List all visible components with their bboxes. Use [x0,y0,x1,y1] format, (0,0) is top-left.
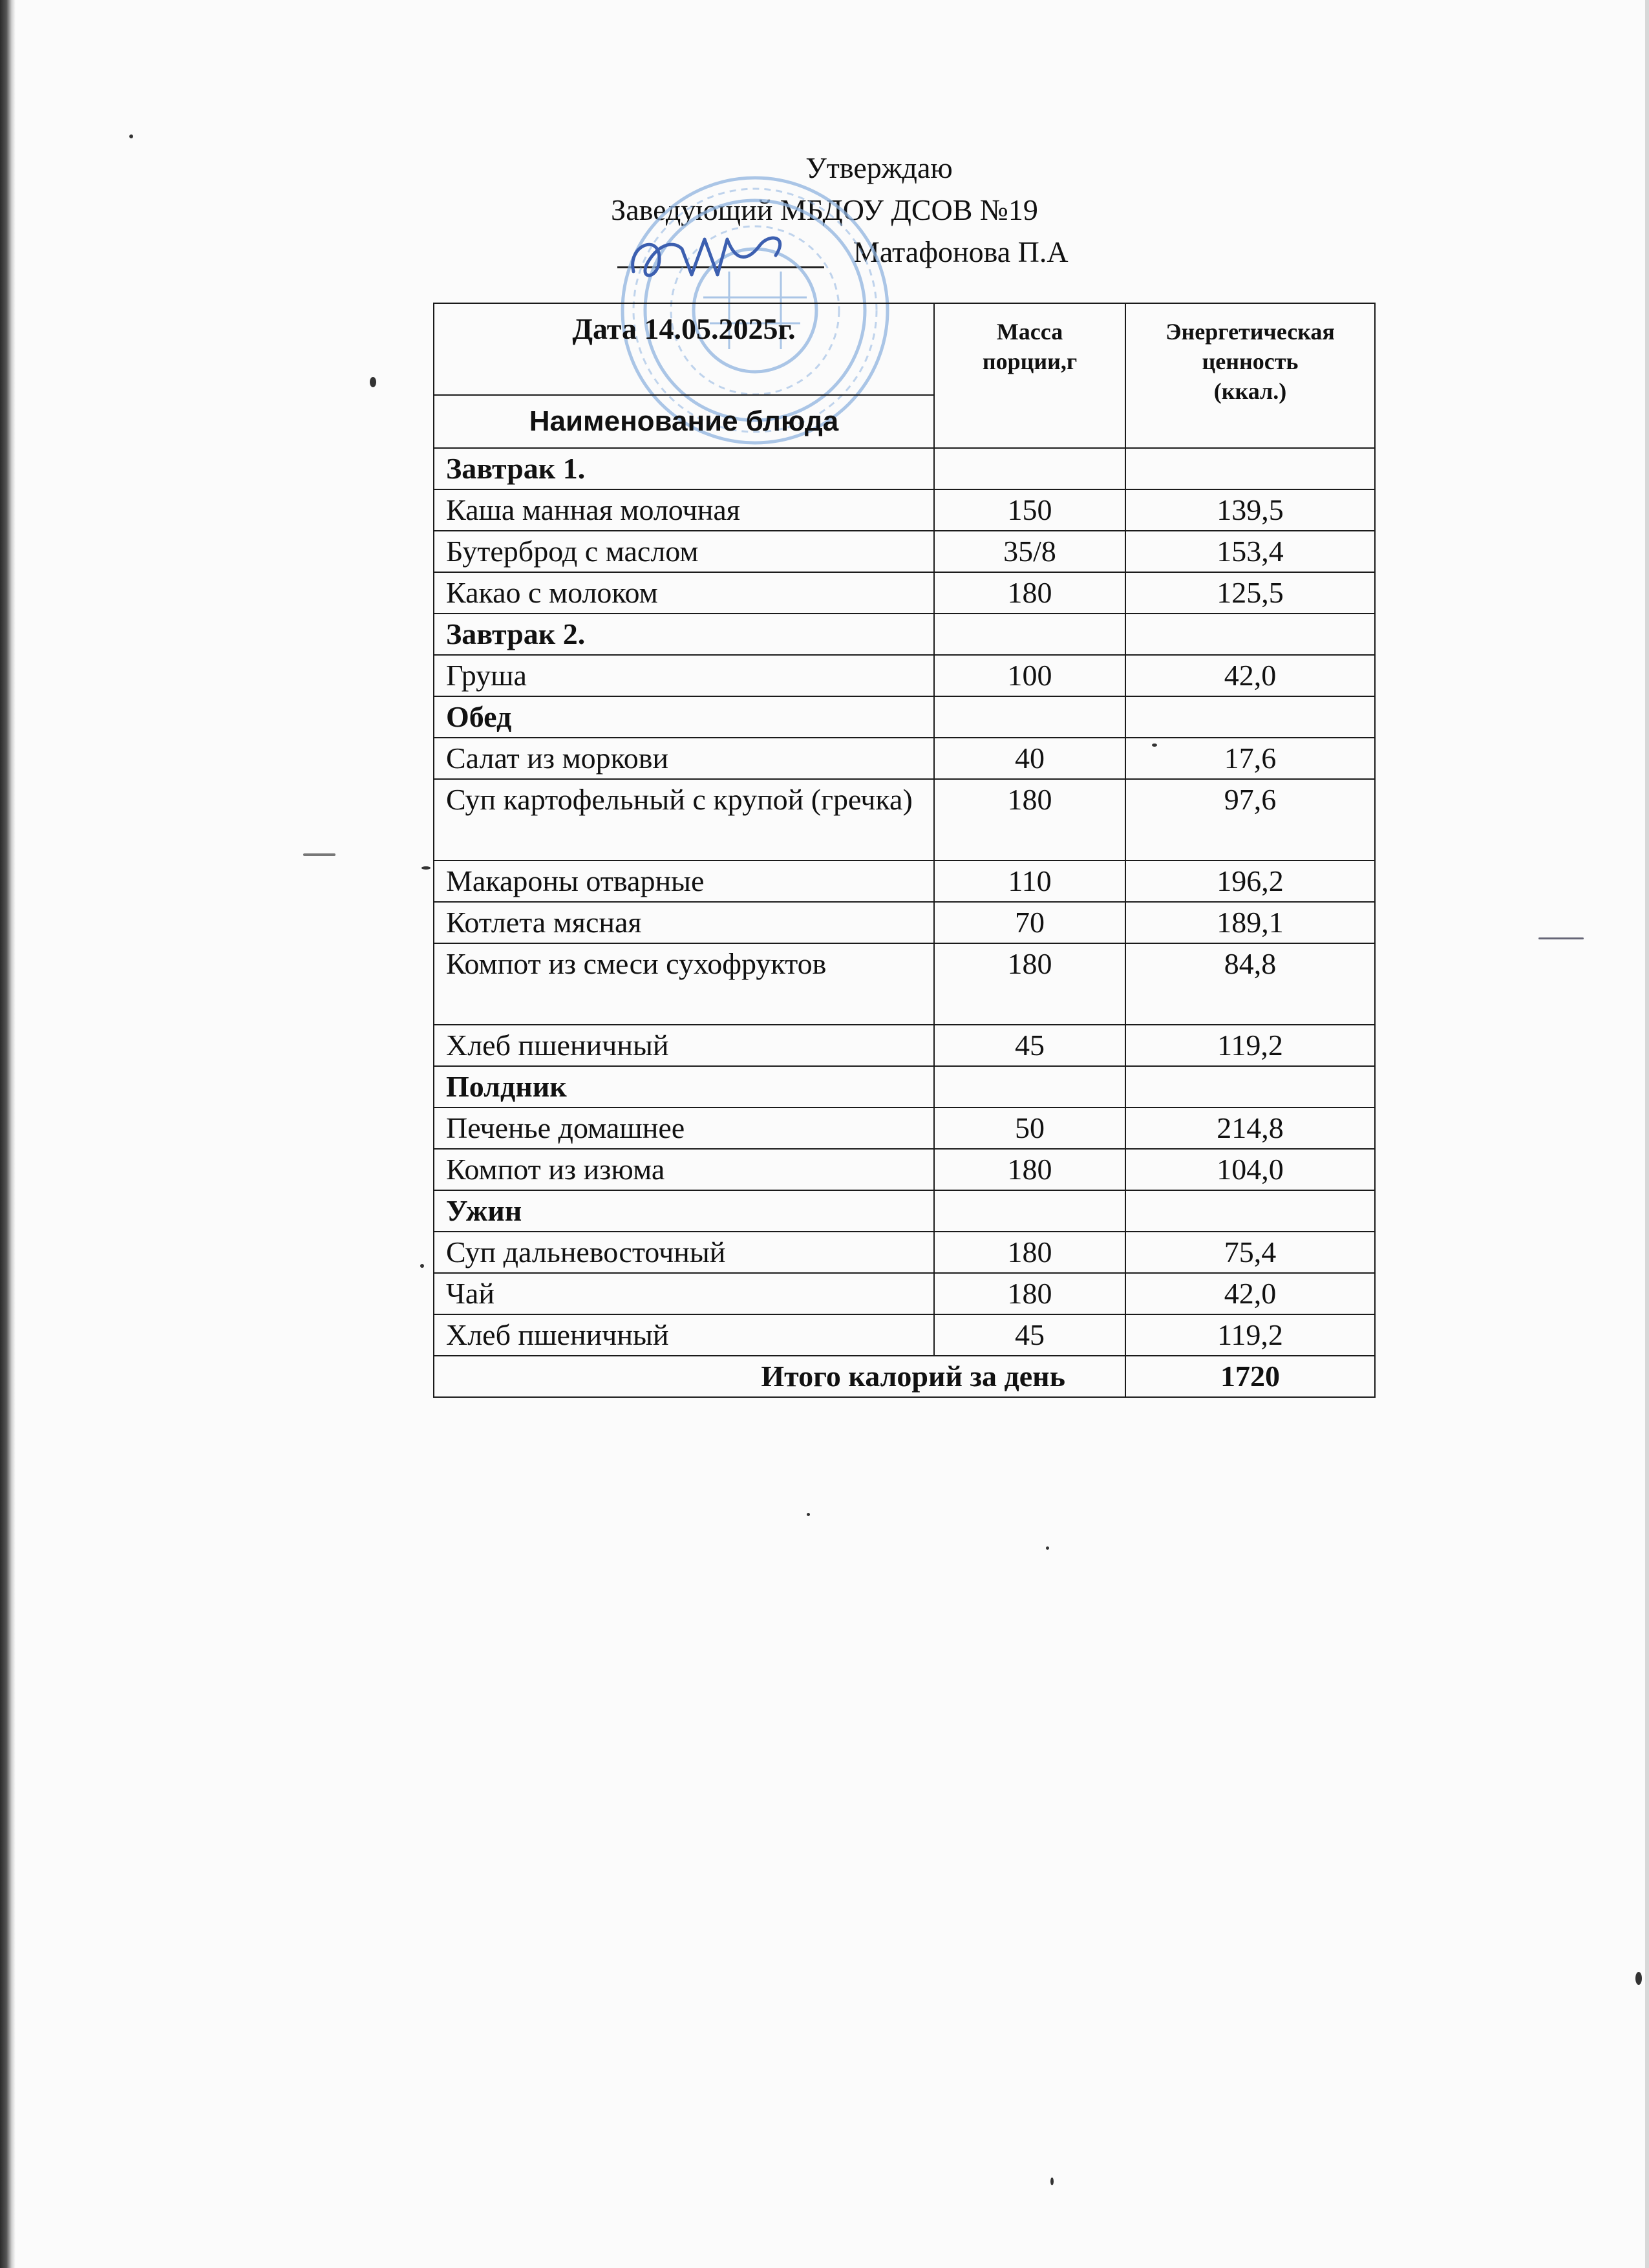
section-name: Полдник [434,1066,934,1107]
section-row [434,1190,1375,1232]
dish-mass: 180 [934,779,1125,861]
section-name: Обед [434,696,934,738]
dish-row [434,943,1375,1025]
dish-mass: 50 [934,1107,1125,1149]
dish-name: Какао с молоком [434,572,934,614]
dish-mass: 45 [934,1314,1125,1356]
dish-name: Котлета мясная [434,902,934,943]
approval-organization: Заведующий МБДОУ ДСОВ №19 [611,193,1038,226]
dish-name: Компот из смеси сухофруктов [434,943,934,1025]
dish-row [434,779,1375,861]
dish-energy: 75,4 [1125,1232,1375,1273]
dish-row [434,902,1375,943]
empty-cell [1125,1066,1375,1107]
dish-row [434,861,1375,902]
mass-header [934,303,1125,448]
dish-name: Суп дальневосточный [434,1232,934,1273]
dish-row [434,1025,1375,1066]
empty-cell [934,696,1125,738]
dish-name: Макароны отварные [434,861,934,902]
dish-energy: 97,6 [1125,779,1375,861]
total-label: Итого калорий за день [434,1356,1125,1397]
dish-mass: 100 [934,655,1125,696]
scan-speck [1538,937,1584,939]
empty-cell [934,1190,1125,1232]
empty-cell [1125,448,1375,489]
section-row [434,448,1375,489]
section-name: Ужин [434,1190,934,1232]
dish-row [434,489,1375,531]
section-name: Завтрак 1. [434,448,934,489]
dish-energy: 84,8 [1125,943,1375,1025]
dish-energy: 196,2 [1125,861,1375,902]
energy-header-line: (ккал.) [1213,378,1287,404]
dish-energy: 189,1 [1125,902,1375,943]
dish-mass: 180 [934,1149,1125,1190]
energy-header-line: Энергетическая [1165,319,1335,345]
section-row [434,614,1375,655]
dish-name: Печенье домашнее [434,1107,934,1149]
menu-body [434,448,1375,1356]
dish-row [434,1273,1375,1314]
scan-edge-right [1645,0,1649,2268]
energy-header-line: ценность [1202,348,1299,374]
dish-mass: 110 [934,861,1125,902]
scan-speck [370,377,376,387]
empty-cell [934,448,1125,489]
dish-energy: 17,6 [1125,738,1375,779]
dish-energy: 42,0 [1125,655,1375,696]
dish-energy: 214,8 [1125,1107,1375,1149]
table-header-row [434,303,1375,395]
dish-mass: 180 [934,1232,1125,1273]
empty-cell [934,614,1125,655]
total-row [434,1356,1375,1397]
dish-name: Компот из изюма [434,1149,934,1190]
dish-name: Каша манная молочная [434,489,934,531]
dish-row [434,531,1375,572]
menu-table [433,303,1376,1398]
dish-name: Хлеб пшеничный [434,1314,934,1356]
dish-row [434,1232,1375,1273]
director-name: Матафонова П.А [853,235,1069,268]
dish-mass: 45 [934,1025,1125,1066]
section-row [434,1066,1375,1107]
dish-energy: 119,2 [1125,1314,1375,1356]
empty-cell [1125,1190,1375,1232]
energy-header [1125,303,1375,448]
dish-energy: 119,2 [1125,1025,1375,1066]
scan-speck [129,134,133,138]
dish-energy: 125,5 [1125,572,1375,614]
dish-mass: 70 [934,902,1125,943]
date-header: Дата 14.05.2025г. [434,303,934,395]
scan-speck [1050,2177,1054,2185]
scan-speck [807,1513,810,1516]
dish-mass: 150 [934,489,1125,531]
director-signature [621,220,814,291]
total-value: 1720 [1125,1356,1375,1397]
scan-speck [1046,1546,1049,1550]
dish-name: Суп картофельный с крупой (гречка) [434,779,934,861]
dish-name: Хлеб пшеничный [434,1025,934,1066]
section-row [434,696,1375,738]
dish-row [434,1107,1375,1149]
empty-cell [1125,696,1375,738]
dish-mass: 40 [934,738,1125,779]
dish-row [434,655,1375,696]
dish-row [434,738,1375,779]
dish-energy: 153,4 [1125,531,1375,572]
dish-row [434,572,1375,614]
scan-speck [1635,1972,1642,1985]
dish-mass: 35/8 [934,531,1125,572]
dish-energy: 42,0 [1125,1273,1375,1314]
dish-energy: 104,0 [1125,1149,1375,1190]
dish-mass: 180 [934,1273,1125,1314]
dish-name: Салат из моркови [434,738,934,779]
dish-row [434,1149,1375,1190]
mass-header-line: Масса [996,319,1063,345]
dish-row [434,1314,1375,1356]
approval-title: Утверждаю [805,151,953,184]
section-name: Завтрак 2. [434,614,934,655]
dish-name: Груша [434,655,934,696]
empty-cell [934,1066,1125,1107]
scan-speck [303,853,335,856]
empty-cell [1125,614,1375,655]
mass-header-line: порции,г [982,348,1078,374]
dish-energy: 139,5 [1125,489,1375,531]
dish-name: Бутерброд с маслом [434,531,934,572]
scan-speck [421,866,431,870]
dish-name-header: Наименование блюда [434,395,934,448]
dish-mass: 180 [934,572,1125,614]
scan-edge-left [0,0,16,2268]
scan-speck [420,1264,424,1268]
dish-name: Чай [434,1273,934,1314]
dish-mass: 180 [934,943,1125,1025]
